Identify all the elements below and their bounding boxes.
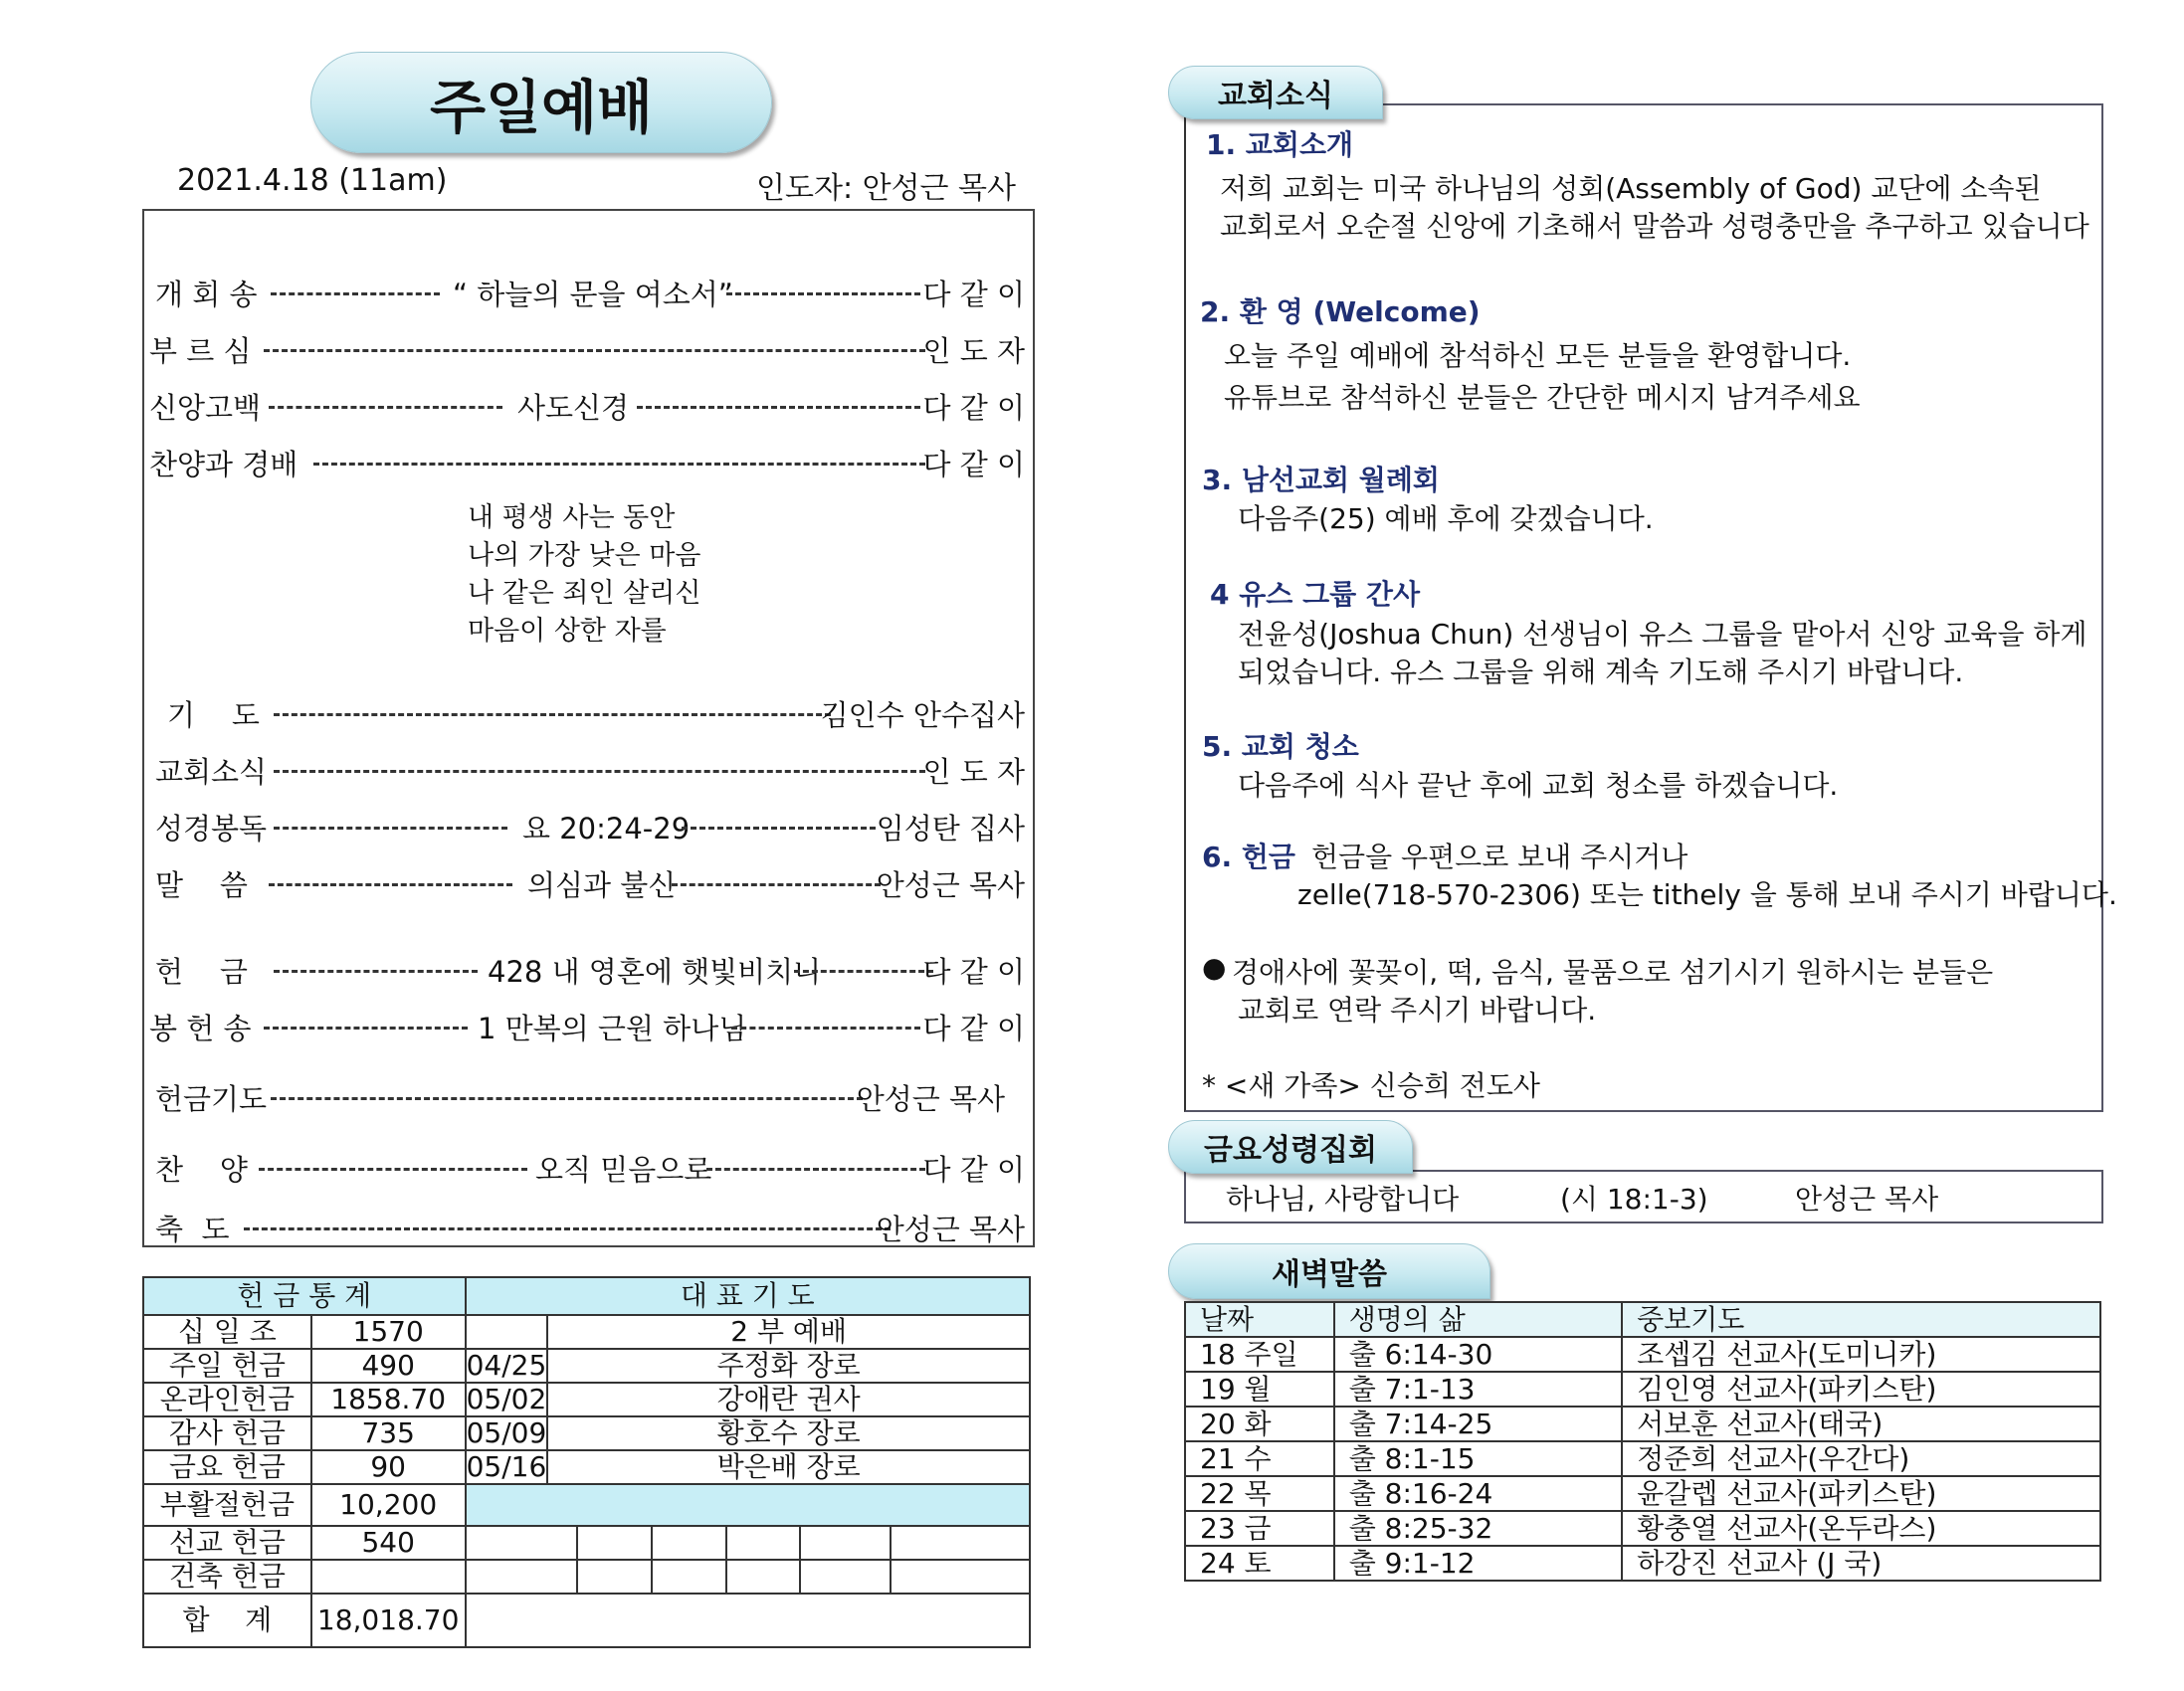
worship-title: 주일예배 [429,74,654,141]
dawn-prayer: 김인영 선교사(파키스탄) [1622,1372,2100,1407]
dash-line [274,970,478,973]
order-person: 다 같 이 [922,391,1025,425]
dash-line [682,827,876,830]
offering-name: 주일 헌금 [143,1349,311,1383]
table-row [1185,1372,2100,1407]
news-title: 교회소식 [1218,79,1333,113]
order-title: 428 내 영혼에 햇빛비치니 [488,955,822,989]
offering-name: 십 일 조 [143,1315,311,1349]
dawn-header: 날짜 [1185,1302,1334,1337]
dash-line [794,970,933,973]
order-title: 사도신경 [517,391,630,425]
empty-cell [800,1526,891,1560]
table-row [1185,1441,2100,1476]
order-item [149,950,1025,990]
dawn-prayer: 하강진 선교사 (J 국) [1622,1546,2100,1581]
dawn-scripture: 출 8:1-15 [1334,1441,1622,1476]
order-item [149,443,1025,482]
lyric-line: 내 평생 사는 동안 [468,502,676,533]
prayer-date-blank [466,1315,548,1349]
order-item [149,329,1025,369]
news-heading: 2. 환 영 (Welcome) [1200,295,1481,328]
dash-line [271,1097,863,1100]
order-person: 안성근 목사 [876,1213,1025,1246]
empty-cell [577,1560,652,1594]
new-family: * <새 가족> 신승희 전도사 [1202,1069,1540,1102]
prayer-leader: 주정화 장로 [547,1349,1030,1383]
order-label: 축 도 [155,1213,230,1246]
order-label: 기 도 [167,698,260,732]
order-label: 성경봉독 [155,812,268,846]
table-row [1185,1511,2100,1546]
dash-line [244,1227,891,1230]
highlight-cell [466,1484,1030,1526]
offering-name: 감사 헌금 [143,1416,311,1450]
friday-title: 금요성령집회 [1204,1133,1377,1168]
lyric-line: 나 같은 죄인 살리신 [468,578,701,609]
order-label: 봉 헌 송 [149,1012,252,1045]
table-row [1185,1476,2100,1511]
news-line: 오늘 주일 예배에 참석하신 모든 분들을 환영합니다. [1224,339,1852,372]
offering-amount: 1570 [311,1315,466,1349]
order-person: 인 도 자 [922,755,1025,789]
news-line: 유튜브로 참석하신 분들은 간단한 메시지 남겨주세요 [1224,381,1861,414]
dash-line [726,292,920,295]
order-label: 부 르 심 [149,334,252,368]
news-line: 경애사에 꽃꽂이, 떡, 음식, 물품으로 섬기시기 원하시는 분들은 [1232,956,1994,989]
empty-cell [800,1560,891,1594]
dash-line [259,1168,527,1171]
offering-amount: 1858.70 [311,1383,466,1416]
order-title: 요 20:24-29 [522,812,691,846]
worship-leader: 인도자: 안성근 목사 [756,171,1017,206]
dawn-day: 21 수 [1185,1441,1334,1476]
dawn-day: 23 금 [1185,1511,1334,1546]
news-heading: 3. 남선교회 월례회 [1202,464,1440,496]
news-line: 되었습니다. 유스 그룹을 위해 계속 기도해 주시기 바랍니다. [1238,656,1964,688]
empty-cell [466,1526,577,1560]
order-item [149,386,1025,426]
dash-line [264,349,925,352]
praise-lyrics [468,499,700,651]
order-title: 1 만복의 근원 하나님 [478,1012,747,1045]
worship-date: 2021.4.18 (11am) [177,163,448,198]
order-item [149,1208,1025,1247]
lyric-line: 나의 가장 낮은 마음 [468,540,701,571]
empty-cell [891,1526,1030,1560]
empty-cell [652,1560,726,1594]
news-line: 다음주에 식사 끝난 후에 교회 청소를 하겠습니다. [1238,769,1839,802]
dash-line [274,827,507,830]
order-label: 헌 금 [155,955,248,989]
news-line: 전윤성(Joshua Chun) 선생님이 유스 그룹을 맡아서 신앙 교육을 하게 [1238,618,2087,651]
table-row [1185,1337,2100,1372]
order-item [149,1007,1025,1046]
dash-line [264,1027,468,1030]
news-line: 교회로 연락 주시기 바랍니다. [1238,994,1597,1027]
order-person: 안성근 목사 [876,868,1025,902]
order-person: 다 같 이 [922,1153,1025,1187]
empty-cell [466,1594,1030,1647]
dawn-header: 중보기도 [1622,1302,2100,1337]
news-line: 헌금을 우편으로 보내 주시거나 [1311,841,1688,873]
offering-amount: 735 [311,1416,466,1450]
dash-line [706,1168,925,1171]
news-line: 저희 교회는 미국 하나님의 성회(Assembly of God) 교단에 소속된 [1220,172,2042,205]
prayer-leader: 강애란 권사 [547,1383,1030,1416]
order-label: 찬 양 [155,1153,248,1187]
representative-prayer-header: 대 표 기 도 [466,1277,1030,1315]
order-item [149,693,1025,733]
offering-amount: 490 [311,1349,466,1383]
dash-line [269,883,512,886]
prayer-date: 05/09 [466,1416,547,1449]
order-label: 교회소식 [155,755,268,789]
dawn-prayer: 정준희 선교사(우간다) [1622,1441,2100,1476]
order-person: 다 같 이 [922,448,1025,481]
order-person: 임성탄 집사 [876,812,1025,846]
empty-cell [726,1526,801,1560]
order-title: “ 하늘의 문을 여소서” [453,278,733,311]
order-person: 다 같 이 [922,955,1025,989]
prayer-date: 04/25 [466,1349,547,1382]
order-person: 김인수 안수집사 [820,698,1025,732]
news-heading: 1. 교회소개 [1206,128,1354,161]
offering-name: 선교 헌금 [143,1526,311,1560]
dawn-prayer: 조셉김 선교사(도미니카) [1622,1337,2100,1372]
offering-stats-header: 헌 금 통 계 [143,1277,466,1315]
offering-name: 건축 헌금 [143,1560,311,1594]
order-title: 의심과 불신 [527,868,677,902]
prayer-date: 05/16 [466,1450,547,1483]
order-person: 인 도 자 [922,334,1025,368]
service-label: 2 부 예배 [547,1315,1030,1349]
order-item [149,863,1025,903]
empty-cell [891,1560,1030,1594]
order-item [149,1148,1025,1188]
prayer-leader: 황호수 장로 [547,1416,1030,1450]
offering-name: 부활절헌금 [143,1484,311,1526]
dawn-scripture: 출 7:1-13 [1334,1372,1622,1407]
bullet-icon: ● [1202,951,1227,984]
worship-title-banner [310,52,772,153]
table-row [1185,1546,2100,1581]
order-item [149,807,1025,846]
dash-line [269,406,502,409]
dawn-header: 생명의 삶 [1334,1302,1622,1337]
empty-cell [577,1526,652,1560]
order-person: 다 같 이 [922,1012,1025,1045]
offering-table [142,1276,1031,1648]
order-item [149,1077,1025,1117]
dawn-day: 22 목 [1185,1476,1334,1511]
order-person: 다 같 이 [922,278,1025,311]
dawn-prayer: 윤갈렙 선교사(파키스탄) [1622,1476,2100,1511]
order-label: 개 회 송 [155,278,258,311]
dawn-scripture: 출 8:16-24 [1334,1476,1622,1511]
dash-line [274,713,831,716]
dash-line [274,770,925,773]
order-item [149,750,1025,790]
news-line: 다음주(25) 예배 후에 갖겠습니다. [1238,502,1654,535]
news-title-banner [1168,66,1383,119]
order-label: 헌금기도 [155,1082,268,1116]
dawn-day: 19 월 [1185,1372,1334,1407]
friday-preacher: 안성근 목사 [1795,1183,1939,1216]
order-label: 찬양과 경배 [149,448,298,481]
dawn-scripture: 출 9:1-12 [1334,1546,1622,1581]
offering-total: 18,018.70 [311,1594,466,1647]
offering-amount: 540 [311,1526,466,1560]
dawn-scripture: 출 8:25-32 [1334,1511,1622,1546]
table-row [1185,1407,2100,1441]
dawn-title: 새벽말씀 [1272,1257,1387,1292]
news-heading: 4 유스 그룹 간사 [1210,578,1421,611]
offering-amount [311,1560,466,1594]
dawn-scripture: 출 6:14-30 [1334,1337,1622,1372]
dash-line [672,883,881,886]
friday-title-banner [1168,1120,1413,1174]
dawn-prayer: 황충열 선교사(온두라스) [1622,1511,2100,1546]
news-line: zelle(718-570-2306) 또는 tithely 을 통해 보내 주시기 바랍니다. [1297,878,2117,911]
empty-cell [652,1526,726,1560]
dawn-title-banner [1168,1243,1490,1299]
prayer-leader: 박은배 장로 [547,1450,1030,1484]
offering-name: 금요 헌금 [143,1450,311,1484]
dash-line [313,463,925,466]
dawn-day: 18 주일 [1185,1337,1334,1372]
dawn-scripture: 출 7:14-25 [1334,1407,1622,1441]
friday-sermon-title: 하나님, 사랑합니다 [1226,1183,1460,1216]
order-label: 말 씀 [155,868,248,902]
offering-total-label: 합 계 [143,1594,311,1647]
offering-amount: 90 [311,1450,466,1484]
order-person: 안성근 목사 [856,1082,1005,1116]
dash-line [271,292,440,295]
dawn-prayer: 서보훈 선교사(태국) [1622,1407,2100,1441]
order-label: 신앙고백 [149,391,262,425]
dash-line [637,406,920,409]
dawn-table [1184,1301,2101,1582]
dash-line [731,1027,920,1030]
dawn-day: 20 화 [1185,1407,1334,1441]
news-heading: 5. 교회 청소 [1202,730,1359,763]
prayer-date: 05/02 [466,1383,547,1415]
order-title: 오직 믿음으로 [535,1153,712,1187]
empty-cell [726,1560,801,1594]
order-item [149,273,1025,312]
lyric-line: 마음이 상한 자를 [468,616,667,647]
news-line: 교회로서 오순절 신앙에 기초해서 말씀과 성령충만을 추구하고 있습니다 [1220,210,2089,243]
offering-amount: 10,200 [311,1484,466,1526]
dawn-day: 24 토 [1185,1546,1334,1581]
offering-name: 온라인헌금 [143,1383,311,1416]
friday-verse: (시 18:1-3) [1560,1183,1708,1216]
news-heading: 6. 헌금 [1202,841,1295,873]
empty-cell [466,1560,577,1594]
